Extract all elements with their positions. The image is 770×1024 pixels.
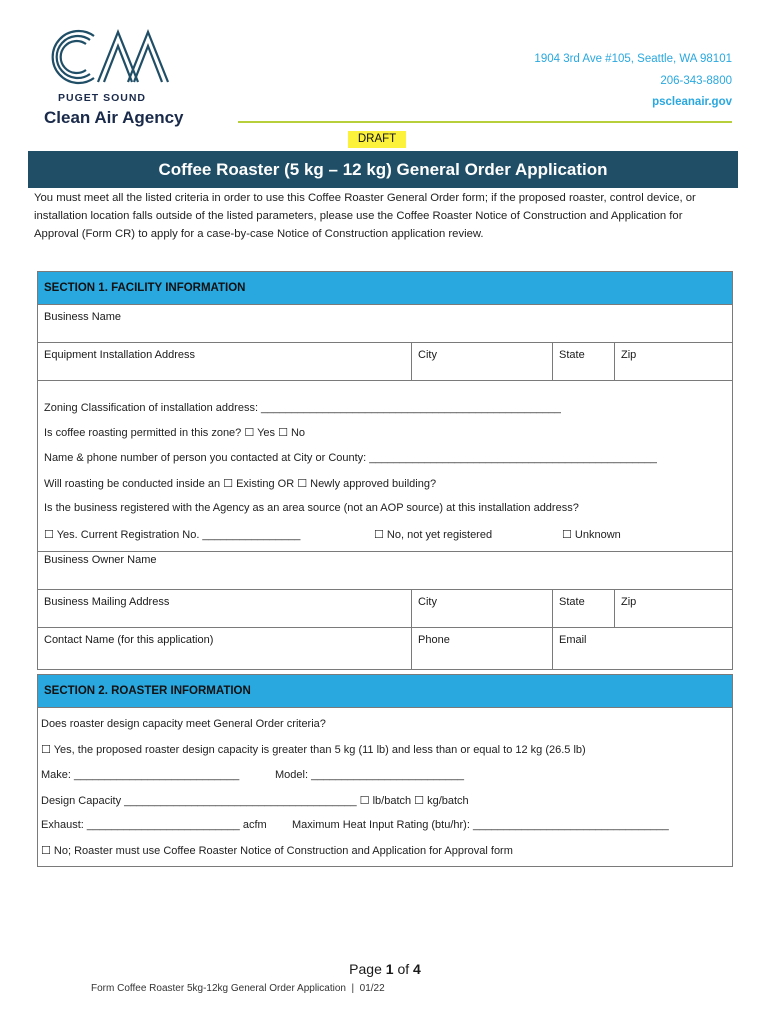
- zoning-block: [38, 381, 732, 552]
- roaster-block: [38, 708, 732, 866]
- page-prefix: Page: [349, 961, 386, 977]
- page-title: Coffee Roaster (5 kg – 12 kg) General Order Application: [28, 151, 738, 188]
- email-field[interactable]: Email: [552, 628, 734, 669]
- draft-badge: DRAFT: [348, 131, 406, 148]
- city-contact-field[interactable]: Name & phone number of person you contacted at City or County: _______________________________________________: [44, 452, 657, 464]
- agency-website-link[interactable]: pscleanair.gov: [652, 96, 732, 108]
- page-number: [0, 961, 770, 977]
- state-field[interactable]: State: [552, 343, 614, 380]
- contact-row: [38, 628, 732, 669]
- page-current: 1: [385, 961, 394, 977]
- owner-name-field[interactable]: [38, 552, 732, 590]
- page-total: 4: [413, 961, 421, 977]
- contact-name-field[interactable]: Contact Name (for this application): [44, 634, 214, 646]
- page-of: of: [393, 961, 414, 977]
- business-name-label: Business Name: [44, 311, 122, 323]
- equipment-address-field[interactable]: Equipment Installation Address: [44, 349, 196, 361]
- exhaust-field[interactable]: Exhaust: _________________________ acfm: [41, 819, 267, 831]
- capacity-yes-checkbox[interactable]: ☐ Yes, the proposed roaster design capacity is greater than 5 kg (11 lb) and less than or equal to 12 kg (26.5 lb): [41, 744, 586, 756]
- section-facility-information: [37, 271, 733, 670]
- section-2-heading: SECTION 2. ROASTER INFORMATION: [38, 675, 732, 708]
- agency-phone: 206-343-8800: [660, 74, 732, 87]
- city-field[interactable]: City: [411, 343, 552, 380]
- model-field[interactable]: Model: _________________________: [275, 769, 465, 781]
- mailing-zip-field[interactable]: Zip: [614, 590, 734, 627]
- agency-contact: [534, 49, 732, 114]
- mailing-address-row: [38, 590, 732, 628]
- building-type-checkbox[interactable]: Will roasting be conducted inside an ☐ Existing OR ☐ Newly approved building?: [44, 478, 437, 490]
- agency-name: Clean Air Agency: [44, 108, 184, 127]
- equipment-address-row: [38, 343, 732, 381]
- registration-question: Is the business registered with the Agency as an area source (not an AOP source) at this installation address?: [44, 502, 579, 514]
- mailing-state-field[interactable]: State: [552, 590, 614, 627]
- owner-name-label: Business Owner Name: [44, 554, 157, 566]
- make-field[interactable]: Make: ___________________________: [41, 769, 240, 781]
- registration-no-checkbox[interactable]: ☐ No, not yet registered: [374, 529, 493, 541]
- zip-field[interactable]: Zip: [614, 343, 734, 380]
- registration-unknown-checkbox[interactable]: ☐ Unknown: [562, 529, 621, 541]
- section-1-heading: SECTION 1. FACILITY INFORMATION: [38, 272, 732, 305]
- capacity-no-checkbox[interactable]: ☐ No; Roaster must use Coffee Roaster Notice of Construction and Application for Approval form: [41, 845, 513, 857]
- intro-text: You must meet all the listed criteria in order to use this Coffee Roaster General Order form; if the proposed roaster, control device, or installation location falls outside of the listed parameters, please use the Coffee Roaster Notice of Construction and Application for Approval (Form CR) to apply for a case-by-case Notice of Construction application review.: [34, 192, 696, 241]
- agency-logo: [42, 24, 202, 90]
- header-rule: [238, 121, 732, 123]
- agency-sub-label: PUGET SOUND: [58, 92, 147, 104]
- mailing-address-field[interactable]: Business Mailing Address: [44, 596, 170, 608]
- registration-yes-checkbox[interactable]: ☐ Yes. Current Registration No. ________________: [44, 529, 301, 541]
- section-roaster-information: [37, 674, 733, 867]
- zoning-permitted-checkbox[interactable]: Is coffee roasting permitted in this zone? ☐ Yes ☐ No: [44, 427, 306, 439]
- phone-field[interactable]: Phone: [411, 628, 552, 669]
- agency-address: 1904 3rd Ave #105, Seattle, WA 98101: [534, 53, 732, 65]
- design-capacity-field[interactable]: Design Capacity ______________________________________ ☐ lb/batch ☐ kg/batch: [41, 795, 469, 807]
- business-name-field[interactable]: [38, 305, 732, 343]
- heat-input-field[interactable]: Maximum Heat Input Rating (btu/hr): ________________________________: [292, 819, 669, 831]
- caa-logo-icon: [42, 24, 192, 90]
- capacity-question: Does roaster design capacity meet General Order criteria?: [41, 718, 326, 730]
- form-footer-label: Form Coffee Roaster 5kg-12kg General Order Application | 01/22: [91, 983, 385, 994]
- zoning-classification-field[interactable]: Zoning Classification of installation address: _________________________________________________: [44, 402, 561, 414]
- mailing-city-field[interactable]: City: [411, 590, 552, 627]
